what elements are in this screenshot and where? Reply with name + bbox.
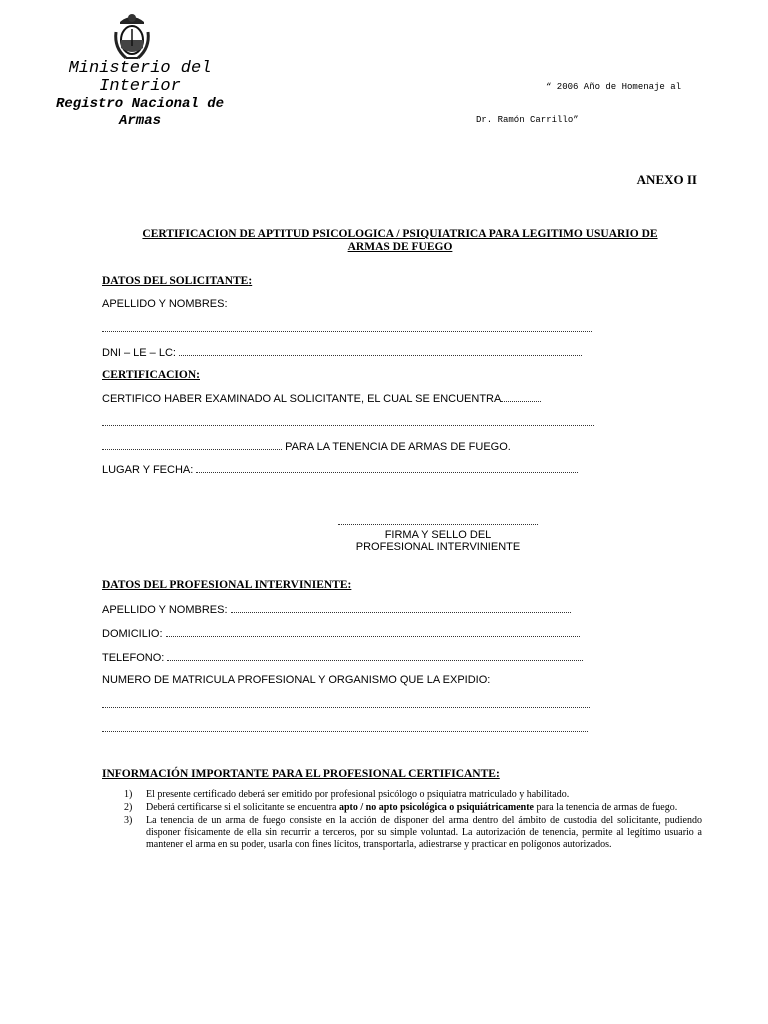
- professional-address-field[interactable]: [166, 627, 580, 637]
- list-item-text-pre: Deberá certificarse si el solicitante se encuentra: [146, 802, 339, 813]
- registry-line2: Armas: [118, 113, 161, 129]
- professional-name-label: APELLIDO Y NOMBRES:: [102, 604, 228, 616]
- certification-text: CERTIFICO HABER EXAMINADO AL SOLICITANTE, EL CUAL SE ENCUENTRA: [102, 393, 502, 405]
- place-date-field[interactable]: [196, 463, 578, 473]
- certification-heading: CERTIFICACION:: [102, 369, 200, 381]
- ministry-line2: Interior: [99, 77, 181, 96]
- applicant-name-label: APELLIDO Y NOMBRES:: [102, 298, 228, 310]
- certification-continuation-field[interactable]: [102, 416, 594, 429]
- tenure-row: [102, 440, 511, 453]
- list-item-number: 1): [124, 789, 133, 800]
- info-heading: INFORMACIÓN IMPORTANTE PARA EL PROFESIONAL CERTIFICANTE:: [102, 768, 500, 780]
- certification-text-row: [102, 392, 541, 405]
- list-item-number: 2): [124, 802, 133, 813]
- professional-phone-field[interactable]: [167, 651, 583, 661]
- title-line2: ARMAS DE FUEGO: [347, 241, 453, 253]
- list-item-text: La tenencia de un arma de fuego consiste en la acción de disponer del arma dentro del ámbito de custodia del solicitante, pudiendo disponer físicamente de ella sin recurrir a terceros, por su simple voluntad. La autorización de tenencia, permite al legítimo usuario a mantener el arma en su poder, usarla con fines lícitos, transportarla, adiestrarse y practicar en polígonos autorizados.: [146, 815, 702, 850]
- list-item: [102, 802, 702, 814]
- applicant-name-field[interactable]: [102, 322, 592, 335]
- professional-address-row: [102, 627, 580, 640]
- applicant-dni-field[interactable]: [179, 346, 582, 356]
- title-line1: CERTIFICACION DE APTITUD PSICOLOGICA / PSIQUIATRICA PARA LEGITIMO USUARIO DE: [142, 228, 658, 240]
- ministry-heading: [20, 60, 260, 130]
- professional-heading-text: DATOS DEL PROFESIONAL INTERVINIENTE: [102, 579, 348, 591]
- professional-phone-label: TELEFONO:: [102, 652, 165, 664]
- list-item: [102, 815, 702, 851]
- professional-name-field[interactable]: [231, 603, 571, 613]
- info-section: [102, 768, 702, 852]
- applicant-heading: [102, 275, 252, 287]
- signature-line1: FIRMA Y SELLO DEL: [384, 529, 492, 541]
- info-list: [102, 789, 702, 851]
- motto-line1: “ 2006 Año de Homenaje al: [546, 82, 682, 92]
- signature-block: [330, 524, 546, 553]
- applicant-dni-label: DNI – LE – LC:: [102, 347, 176, 359]
- ministry-line1: Ministerio del: [68, 59, 212, 78]
- professional-name-row: [102, 603, 571, 616]
- signature-line2: PROFESIONAL INTERVINIENTE: [355, 541, 521, 553]
- professional-license-label: NUMERO DE MATRICULA PROFESIONAL Y ORGANISMO QUE LA EXPIDIO:: [102, 674, 491, 686]
- signature-line[interactable]: [338, 524, 538, 525]
- document-title: [100, 228, 700, 254]
- professional-license-field-2[interactable]: [102, 722, 588, 735]
- list-item-text-post: para la tenencia de armas de fuego.: [533, 802, 678, 813]
- list-item: [102, 789, 702, 801]
- list-item-text-bold: apto / no apto psicológica o psiquiátricamente: [338, 802, 534, 813]
- applicant-heading-colon: :: [248, 275, 253, 287]
- place-date-label: LUGAR Y FECHA:: [102, 464, 194, 476]
- tenure-status-field[interactable]: [102, 440, 282, 450]
- tenure-text: PARA LA TENENCIA DE ARMAS DE FUEGO.: [285, 441, 511, 453]
- professional-phone-row: [102, 651, 583, 664]
- applicant-heading-text: DATOS DEL SOLICITANTE: [102, 275, 249, 287]
- annex-label: ANEXO II: [636, 172, 697, 187]
- list-item-number: 3): [124, 815, 133, 826]
- place-date-row: [102, 463, 578, 476]
- registry-line1: Registro Nacional de: [55, 96, 225, 112]
- argentina-coat-of-arms-icon: [112, 12, 152, 62]
- certification-status-field[interactable]: [501, 392, 541, 402]
- list-item-text: El presente certificado deberá ser emitido por profesional psicólogo o psiquiatra matriculado y habilitado.: [146, 789, 570, 800]
- professional-heading-colon: :: [347, 579, 352, 591]
- professional-address-label: DOMICILIO:: [102, 628, 163, 640]
- professional-license-field[interactable]: [102, 698, 590, 711]
- motto: [476, 60, 681, 137]
- professional-heading: [102, 579, 351, 591]
- motto-line2: Dr. Ramón Carrillo”: [476, 115, 579, 125]
- applicant-dni-row: [102, 346, 582, 359]
